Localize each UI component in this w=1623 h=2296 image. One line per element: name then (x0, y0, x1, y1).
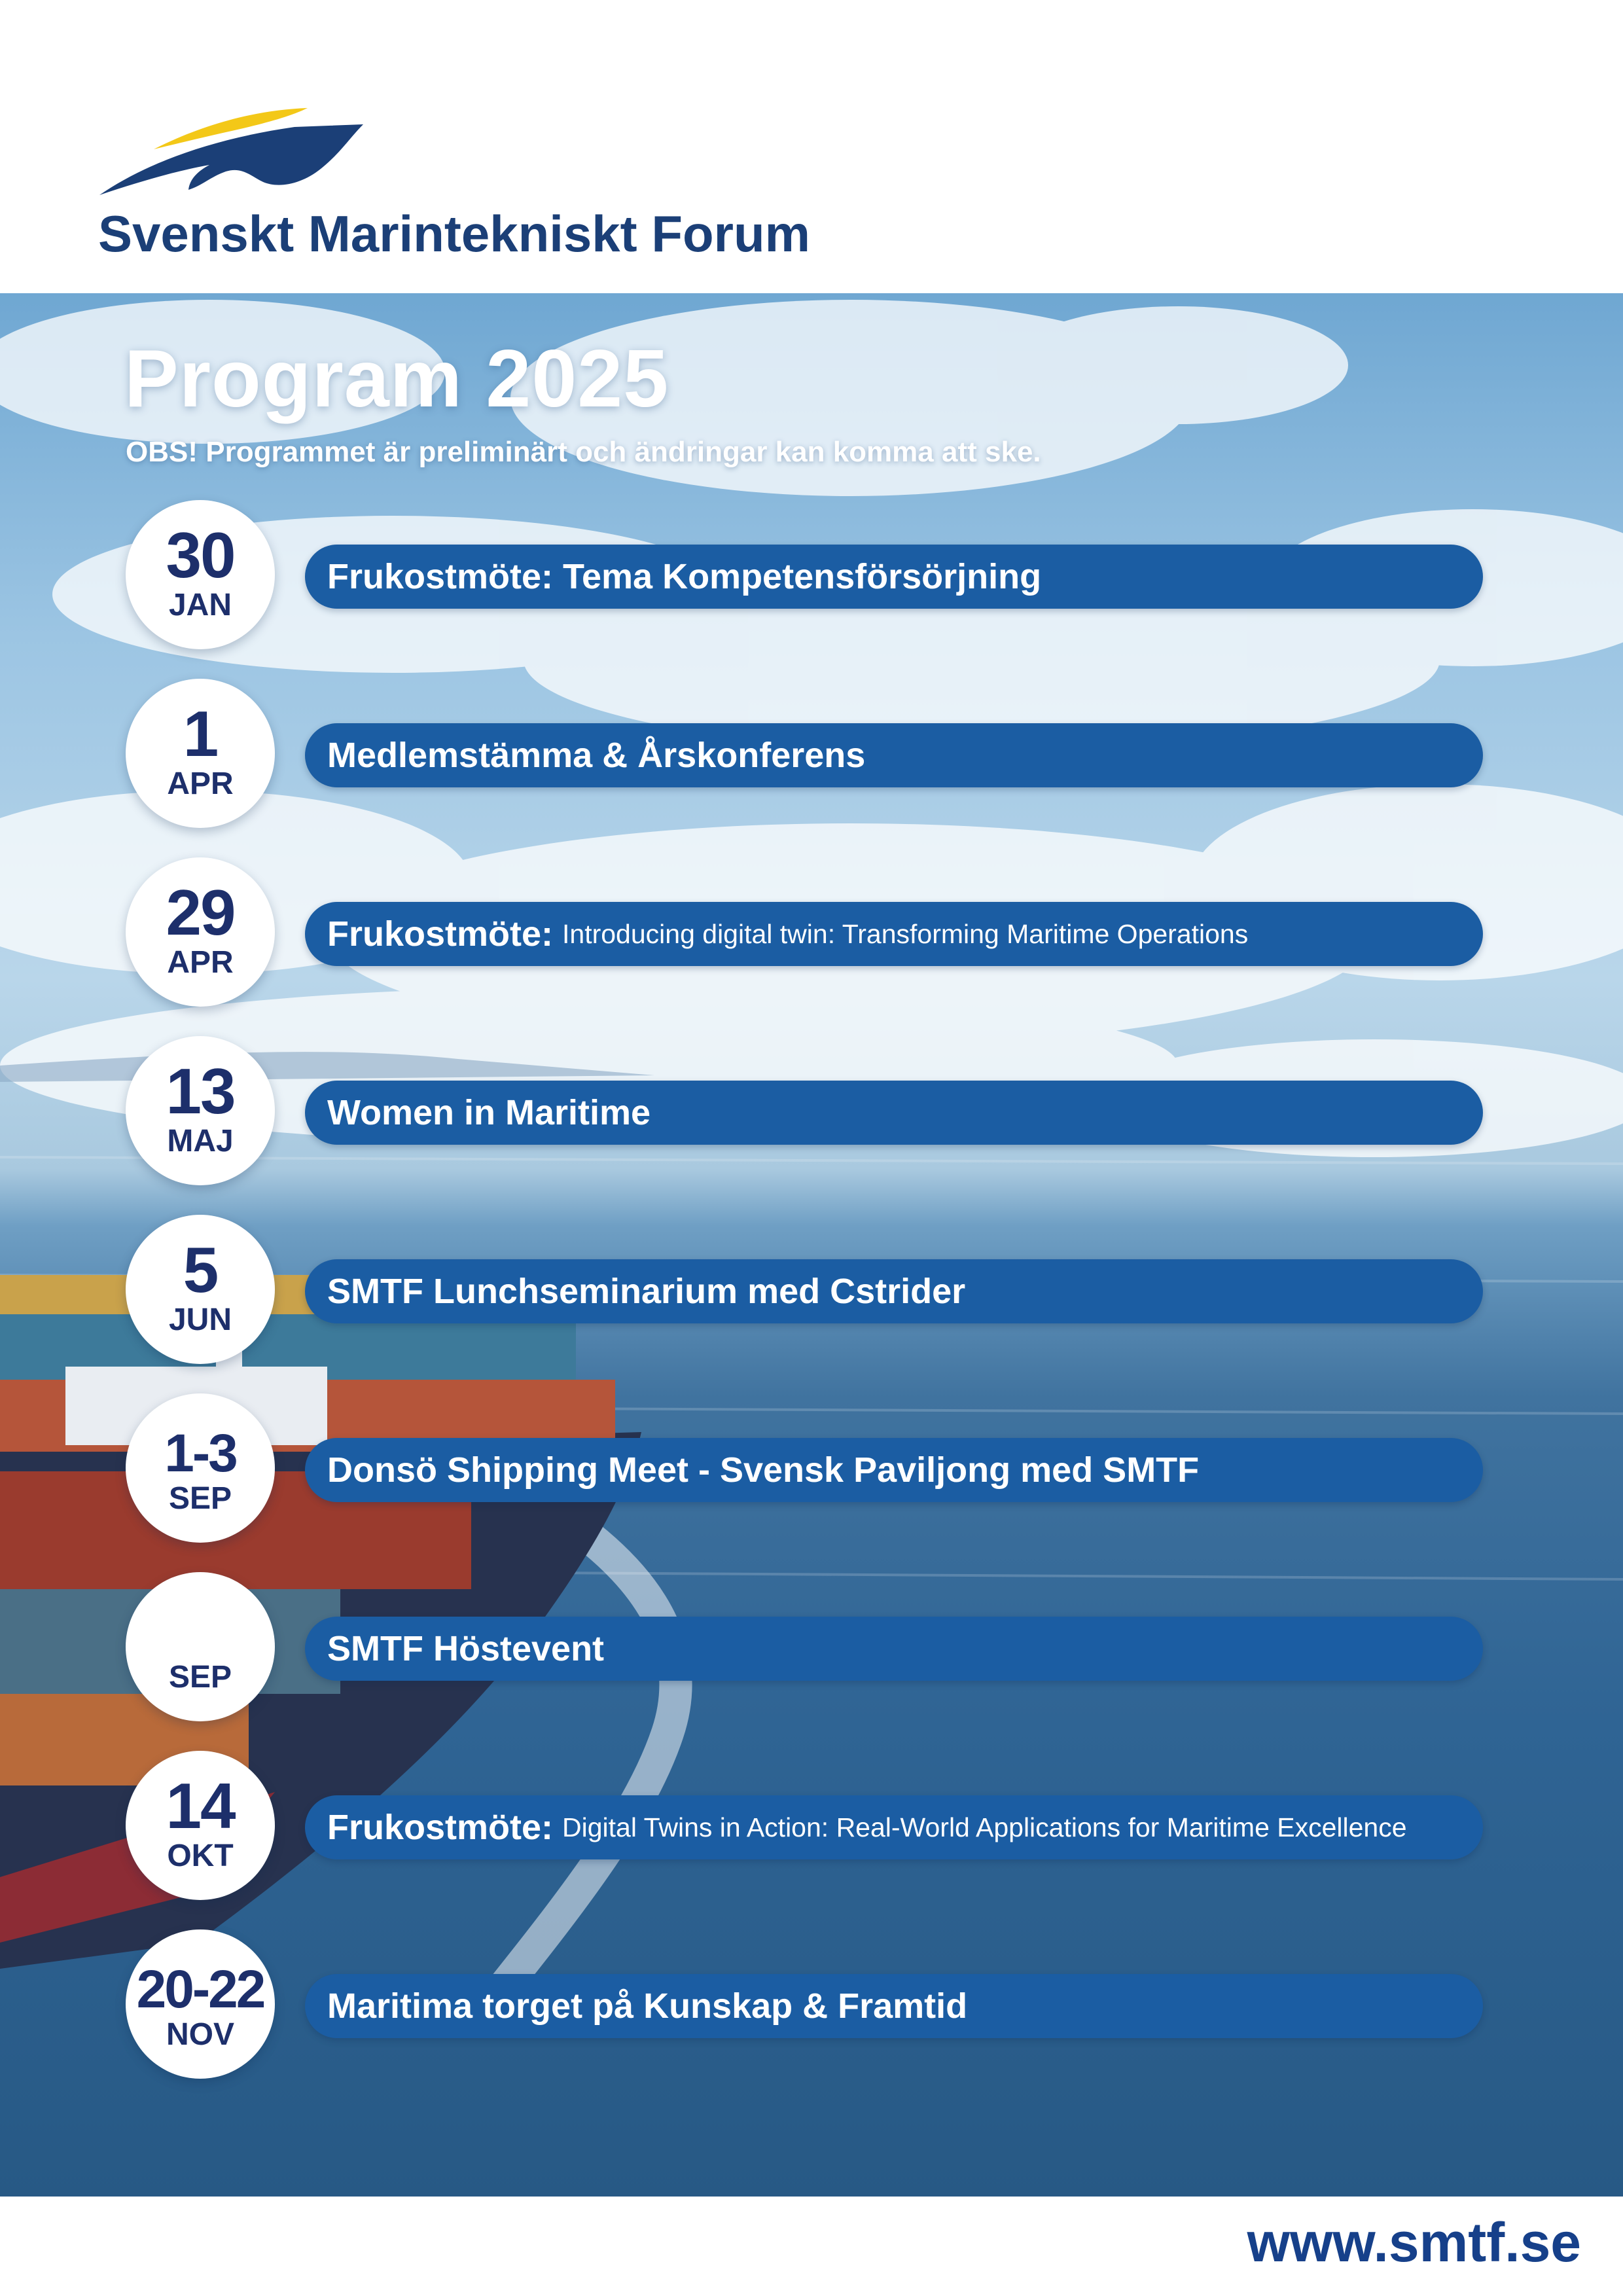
program-notice: OBS! Programmet är preliminärt och ändringar kan komma att ske. (126, 436, 1041, 468)
event-title: Medlemstämma & Årskonferens (327, 736, 866, 775)
event-day: 14 (166, 1770, 235, 1842)
event-month: APR (167, 766, 234, 801)
event-month: APR (167, 945, 234, 980)
organization-name: Svenskt Marintekniskt Forum (98, 205, 810, 262)
event-subtitle: Digital Twins in Action: Real-World Applications for Maritime Excellence (562, 1812, 1407, 1842)
event-month: SEP (168, 1660, 232, 1695)
event-date-badge (126, 500, 275, 649)
event-title: Frukostmöte: (327, 1808, 554, 1847)
website-link[interactable]: www.smtf.se (1247, 2212, 1581, 2273)
event-date-badge (126, 857, 275, 1007)
event-title-pill[interactable] (305, 723, 1483, 787)
event-date-badge (126, 1215, 275, 1364)
event-item (0, 1033, 1623, 1191)
event-item (0, 1570, 1623, 1727)
event-item (0, 855, 1623, 1012)
event-list (0, 293, 1623, 2197)
header (0, 0, 1623, 293)
event-month: JAN (168, 588, 232, 622)
event-title-pill[interactable] (305, 1438, 1483, 1502)
event-day: 1 (183, 698, 218, 770)
event-month: NOV (166, 2017, 234, 2052)
event-title-pill[interactable] (305, 1259, 1483, 1323)
event-title: Women in Maritime (327, 1093, 651, 1132)
event-item (0, 1927, 1623, 2084)
event-date-badge (126, 1572, 275, 1721)
program-hero (0, 293, 1623, 2197)
event-item (0, 1748, 1623, 1905)
event-day: 20-22 (136, 1960, 264, 2019)
event-title-pill[interactable] (305, 902, 1483, 966)
event-subtitle: Introducing digital twin: Transforming Maritime Operations (562, 918, 1249, 949)
event-item (0, 676, 1623, 833)
event-title-pill[interactable] (305, 545, 1483, 609)
event-date-badge (126, 1929, 275, 2079)
event-month: JUN (168, 1302, 232, 1337)
event-month: OKT (167, 1839, 234, 1873)
event-date-badge (126, 1751, 275, 1900)
event-date-badge (126, 679, 275, 828)
event-item (0, 1212, 1623, 1369)
event-day: 13 (166, 1055, 235, 1127)
event-item (0, 1391, 1623, 1548)
event-day: 5 (183, 1234, 218, 1306)
event-title-pill[interactable] (305, 1974, 1483, 2038)
event-title-pill[interactable] (305, 1081, 1483, 1145)
event-title: SMTF Lunchseminarium med Cstrider (327, 1272, 966, 1311)
footer (0, 2197, 1623, 2296)
event-month: MAJ (167, 1124, 234, 1158)
event-date-badge (126, 1036, 275, 1185)
event-title: SMTF Höstevent (327, 1629, 605, 1668)
event-title-pill[interactable] (305, 1795, 1483, 1859)
event-day: 29 (166, 876, 235, 948)
event-title: Frukostmöte: Tema Kompetensförsörjning (327, 557, 1042, 596)
event-title: Frukostmöte: (327, 914, 554, 954)
event-date-badge (126, 1393, 275, 1543)
event-day: 1-3 (164, 1424, 236, 1483)
event-title-pill[interactable] (305, 1617, 1483, 1681)
event-title: Maritima torget på Kunskap & Framtid (327, 1986, 968, 2026)
event-title: Donsö Shipping Meet - Svensk Paviljong med SMTF (327, 1450, 1200, 1490)
event-month: SEP (168, 1481, 232, 1516)
program-title: Program 2025 (124, 334, 669, 424)
smtf-wave-logo-icon (92, 98, 366, 203)
event-day: 30 (166, 519, 235, 591)
event-item (0, 497, 1623, 655)
